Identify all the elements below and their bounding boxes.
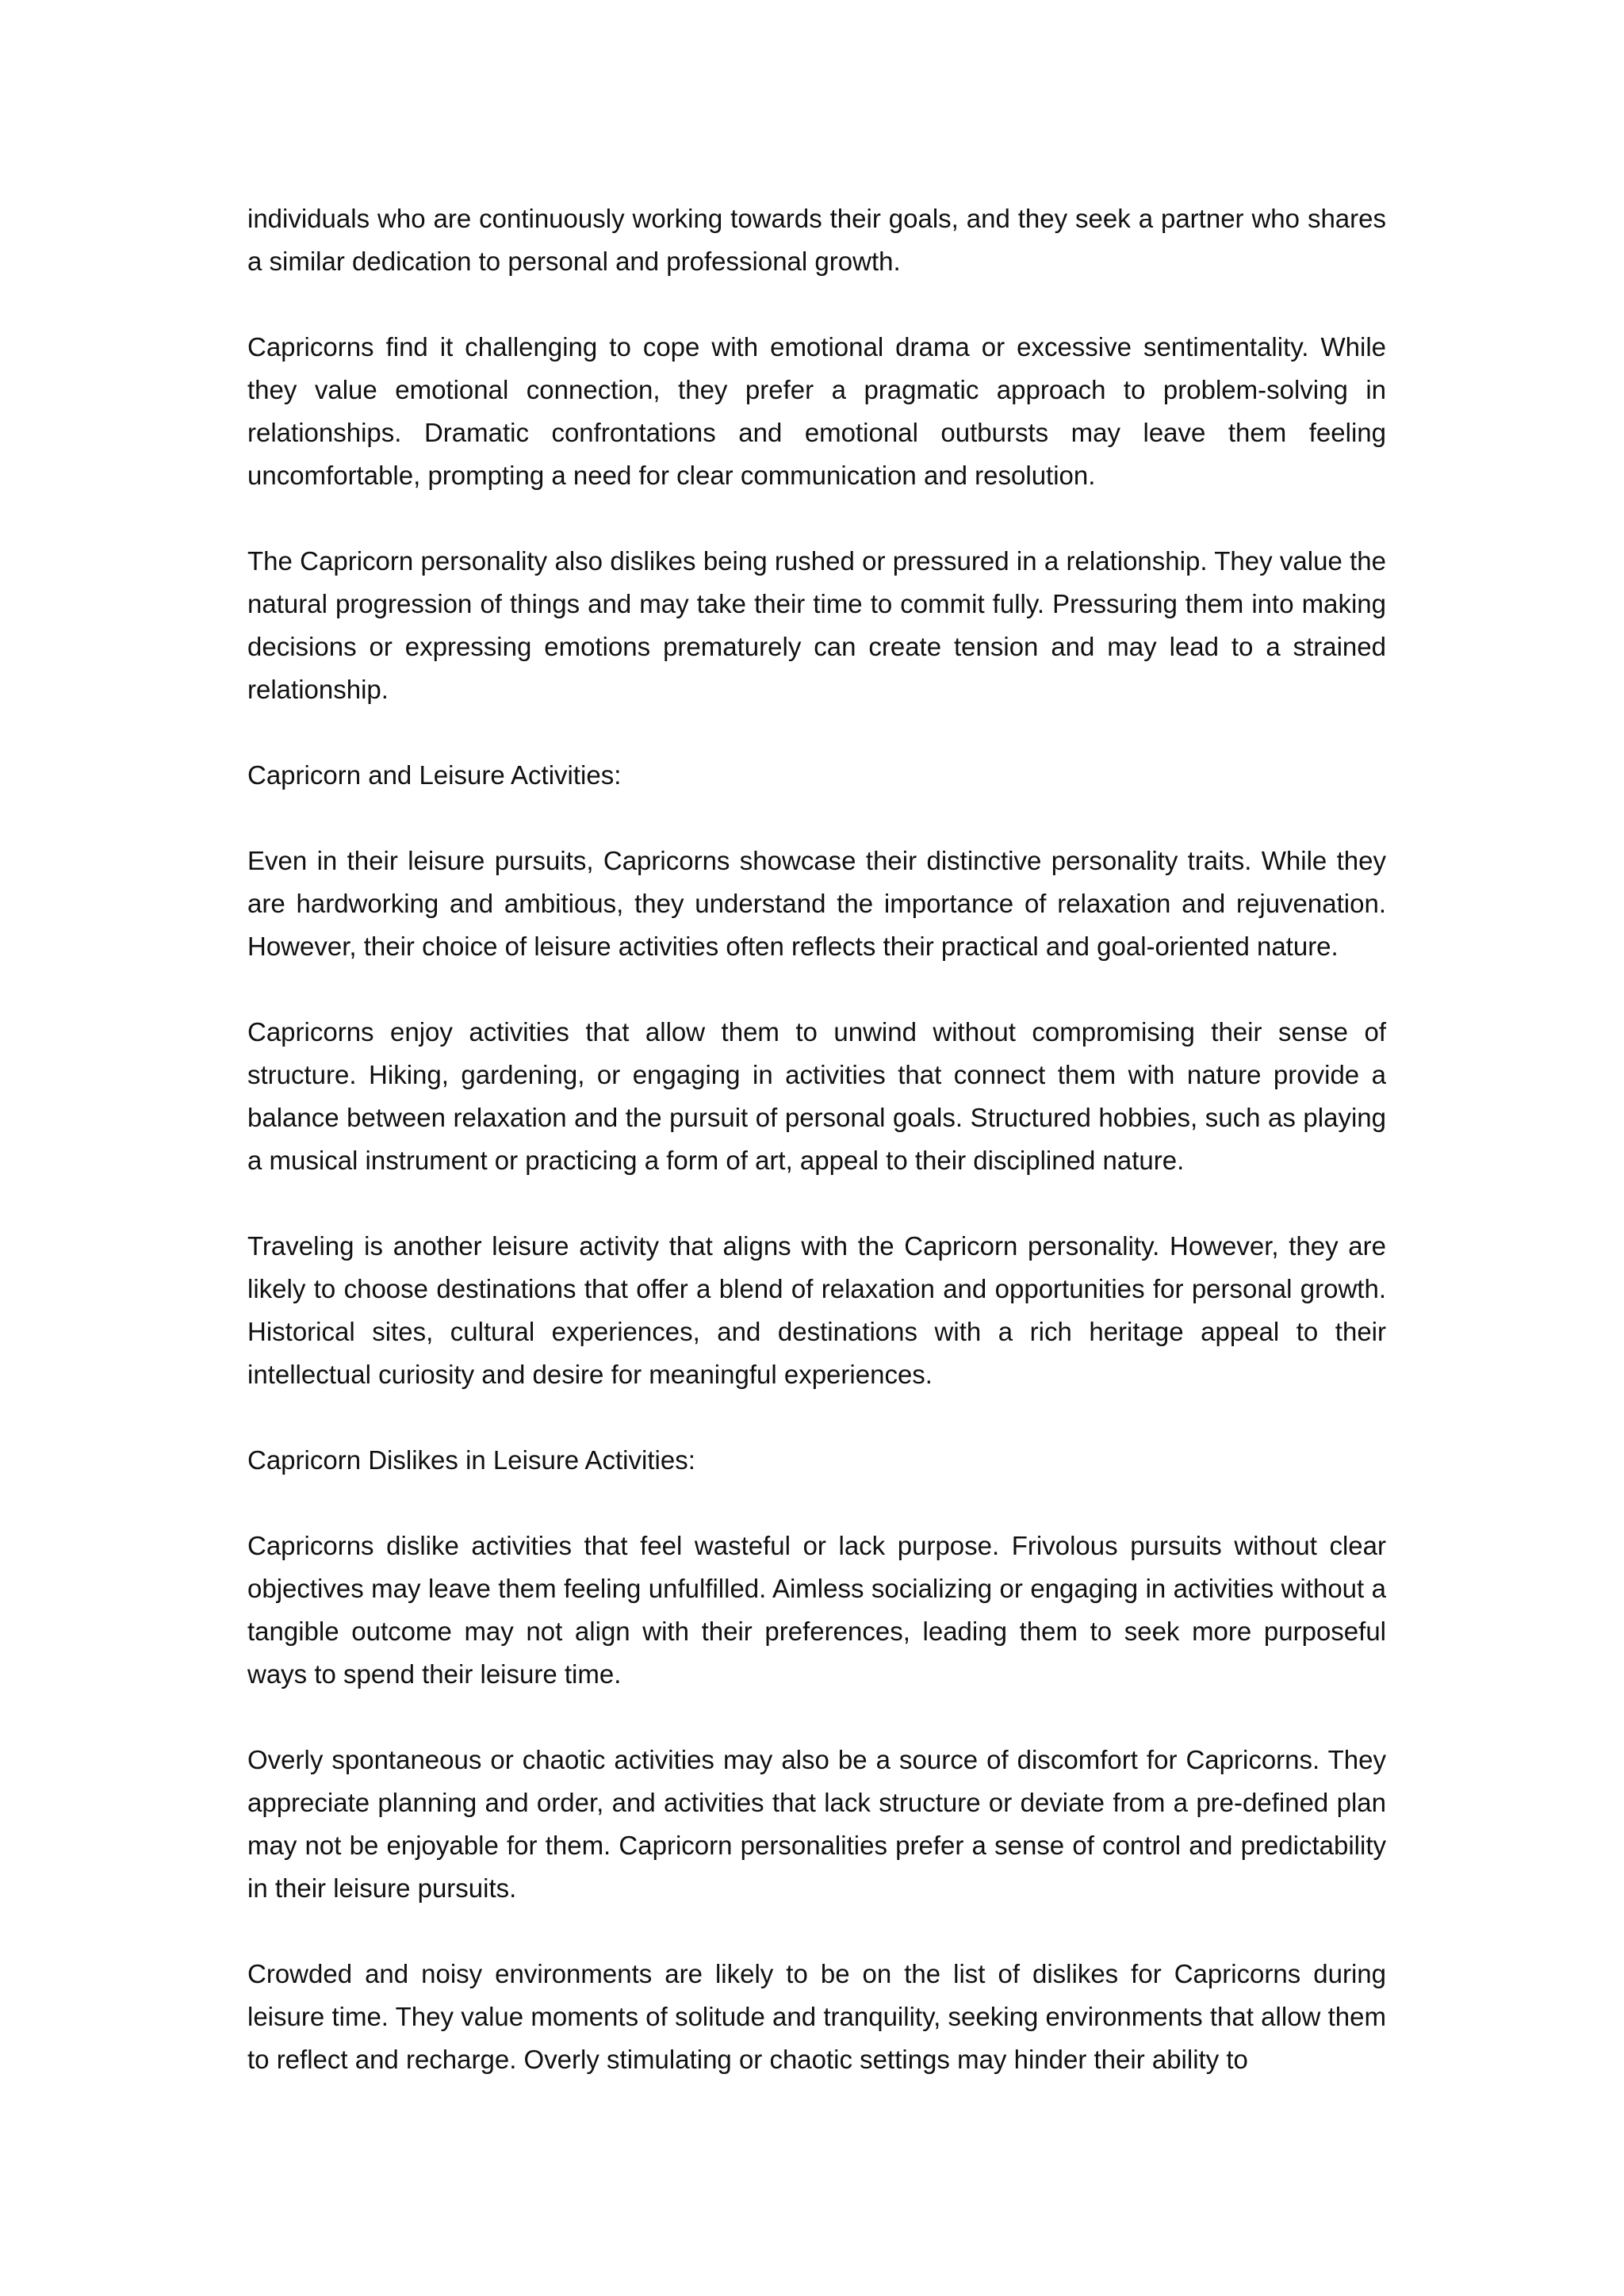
paragraph-partner-growth: individuals who are continuously working towards their goals, and they seek a partner who shares a similar dedication to personal and professional growth. [247, 204, 1386, 276]
paragraph-crowded-noisy: Crowded and noisy environments are likely to be on the list of dislikes for Capricorns during leisure time. They value moments of solitude and tranquility, seeking environments that allow them to reflect and recharge. Overly stimulating or chaotic settings may hinder their ability to [247, 1959, 1386, 2074]
paragraph-leisure-pursuits: Even in their leisure pursuits, Capricorns showcase their distinctive personality traits. While they are hardworking and ambitious, they understand the importance of relaxation and rejuvenation. However, their choice of leisure activities often reflects their practical and goal-oriented nature. [247, 846, 1386, 961]
paragraph-enjoy-activities: Capricorns enjoy activities that allow them to unwind without compromising their sense of structure. Hiking, gardening, or engaging in activities that connect them with nature provide a balance between relaxation and the pursuit of personal goals. Structured hobbies, such as playing a musical instrument or practicing a form of art, appeal to their disciplined nature. [247, 1017, 1386, 1175]
document-body [247, 197, 1386, 2124]
paragraph-wasteful-activities: Capricorns dislike activities that feel wasteful or lack purpose. Frivolous pursuits without clear objectives may leave them feeling unfulfilled. Aimless socializing or engaging in activities without a tangible outcome may not align with their preferences, leading them to seek more purposeful ways to spend their leisure time. [247, 1531, 1386, 1689]
paragraph-rushed-pressured: The Capricorn personality also dislikes being rushed or pressured in a relationship. They value the natural progression of things and may take their time to commit fully. Pressuring them into making decisions or expressing emotions prematurely can create tension and may lead to a strained relationship. [247, 546, 1386, 704]
paragraph-emotional-drama: Capricorns find it challenging to cope with emotional drama or excessive sentimentality. While they value emotional connection, they prefer a pragmatic approach to problem-solving in relationships. Dramatic confrontations and emotional outbursts may leave them feeling uncomfortable, prompting a need for clear communication and resolution. [247, 332, 1386, 490]
section-heading-leisure-dislikes: Capricorn Dislikes in Leisure Activities: [247, 1445, 695, 1475]
paragraph-traveling: Traveling is another leisure activity that aligns with the Capricorn personality. However, they are likely to choose destinations that offer a blend of relaxation and opportunities for personal growth. Historical sites, cultural experiences, and destinations with a rich heritage appeal to their intellectual curiosity and desire for meaningful experiences. [247, 1231, 1386, 1389]
paragraph-spontaneous-chaotic: Overly spontaneous or chaotic activities may also be a source of discomfort for Capricorns. They appreciate planning and order, and activities that lack structure or deviate from a pre-defined plan may not be enjoyable for them. Capricorn personalities prefer a sense of control and predictability in their leisure pursuits. [247, 1745, 1386, 1903]
section-heading-leisure-activities: Capricorn and Leisure Activities: [247, 760, 622, 790]
